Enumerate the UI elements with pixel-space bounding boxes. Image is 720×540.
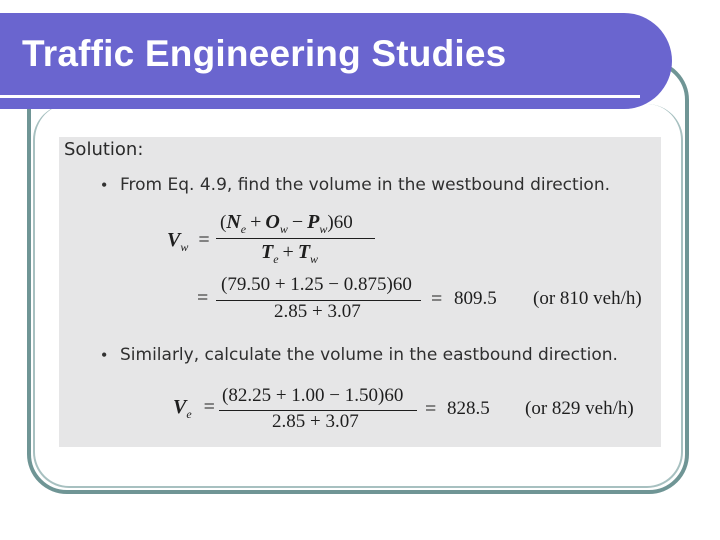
westbound-symbolic-denominator: $T_e + T_w$: [261, 241, 319, 266]
eastbound-result-equals: =: [425, 398, 437, 420]
eastbound-result: 828.5: [447, 398, 490, 419]
slide-title: Traffic Engineering Studies: [22, 33, 507, 74]
westbound-symbolic-numerator: $(N_e + O_w - P_w)60$: [220, 211, 353, 236]
westbound-symbolic-fraction-bar: [216, 238, 375, 239]
solution-panel: [59, 137, 661, 447]
bullet-eastbound-text: Similarly, calculate the volume in the eastbound direction.: [120, 345, 618, 365]
westbound-lhs: $V_w$ =: [167, 229, 210, 254]
eastbound-lhs: $V_e$ =: [173, 396, 215, 421]
bullet-icon: •: [101, 175, 108, 195]
title-rule: [0, 95, 640, 98]
westbound-numeric-numerator: (79.50 + 1.25 − 0.875)60: [221, 274, 412, 295]
westbound-rounded: (or 810 veh/h): [533, 288, 642, 309]
eastbound-numeric-denominator: 2.85 + 3.07: [272, 411, 359, 432]
bullet-westbound-text: From Eq. 4.9, find the volume in the westbound direction.: [120, 175, 610, 195]
westbound-numeric-denominator: 2.85 + 3.07: [274, 301, 361, 322]
solution-heading: Solution:: [64, 139, 144, 160]
westbound-result-equals: =: [431, 288, 443, 310]
westbound-numeric-equals: =: [197, 287, 209, 309]
bullet-icon: •: [101, 345, 108, 365]
westbound-result: 809.5: [454, 288, 497, 309]
eastbound-numeric-numerator: (82.25 + 1.00 − 1.50)60: [222, 385, 404, 406]
eastbound-rounded: (or 829 veh/h): [525, 398, 634, 419]
